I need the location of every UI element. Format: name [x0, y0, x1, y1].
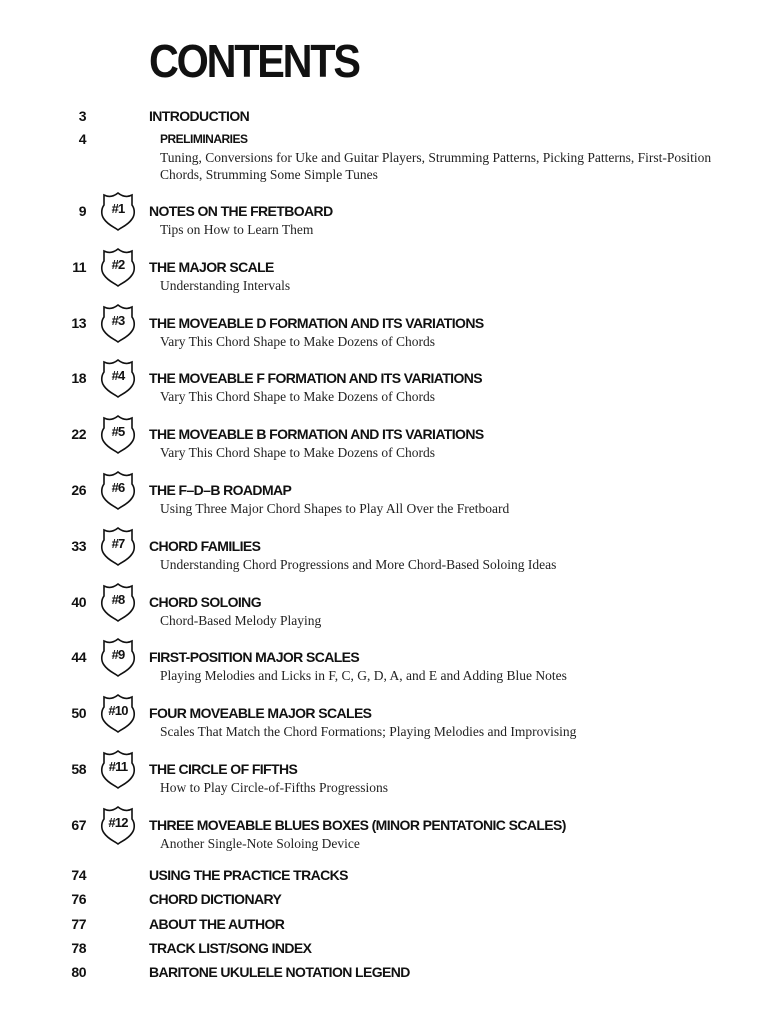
roadmap-shield-icon	[100, 303, 136, 343]
entry-page-number: 33	[71, 538, 86, 554]
entry-heading-introduction: INTRODUCTION	[149, 108, 250, 124]
entry-heading: FIRST-POSITION MAJOR SCALES	[149, 649, 360, 665]
entry-page-number: 58	[71, 761, 86, 777]
roadmap-badge-label: #1	[111, 201, 125, 216]
entry-heading: THE MOVEABLE D FORMATION AND ITS VARIATIONS	[149, 315, 484, 331]
entry-page-number: 13	[71, 315, 86, 331]
roadmap-badge-label: #2	[111, 257, 125, 272]
roadmap-shield-icon	[100, 582, 136, 622]
entry-page-number: 26	[71, 482, 86, 498]
entry-description: Another Single-Note Soloing Device	[160, 836, 360, 851]
roadmap-shield-icon	[100, 637, 136, 677]
entry-heading: THE MOVEABLE B FORMATION AND ITS VARIATIONS	[149, 426, 484, 442]
entry-heading: THREE MOVEABLE BLUES BOXES (MINOR PENTATONIC SCALES)	[149, 817, 566, 833]
roadmap-badge-label: #7	[111, 536, 125, 551]
entry-page-number: 40	[71, 594, 86, 610]
roadmap-shield-icon	[100, 749, 136, 789]
entry-heading: TRACK LIST/SONG INDEX	[149, 940, 312, 956]
roadmap-badge-label: #11	[108, 759, 128, 774]
entry-heading: THE MOVEABLE F FORMATION AND ITS VARIATIONS	[149, 370, 483, 386]
roadmap-shield-icon	[100, 805, 136, 845]
roadmap-shield-icon	[100, 247, 136, 287]
entry-heading: CHORD FAMILIES	[149, 538, 261, 554]
entry-page-number: 44	[71, 649, 86, 665]
entry-heading: ABOUT THE AUTHOR	[149, 916, 285, 932]
roadmap-badge-label: #8	[111, 592, 125, 607]
entry-description: Understanding Chord Progressions and More Chord-Based Soloing Ideas	[160, 557, 557, 572]
entry-description: Tips on How to Learn Them	[160, 222, 314, 237]
entry-description: Vary This Chord Shape to Make Dozens of Chords	[160, 334, 435, 349]
roadmap-badge-label: #12	[108, 815, 128, 830]
entry-heading: THE F–D–B ROADMAP	[149, 482, 292, 498]
entry-page-number: 11	[72, 259, 86, 275]
entry-page-number: 74	[71, 867, 86, 883]
entry-description: Understanding Intervals	[160, 278, 291, 293]
page-title: CONTENTS	[149, 35, 359, 87]
entry-description: Vary This Chord Shape to Make Dozens of Chords	[160, 389, 435, 404]
roadmap-shield-icon	[100, 414, 136, 454]
roadmap-shield-icon	[100, 191, 136, 231]
entry-page-number: 77	[71, 916, 86, 932]
roadmap-shield-icon	[100, 358, 136, 398]
roadmap-badge-label: #5	[111, 424, 125, 439]
roadmap-shield-icon	[100, 693, 136, 733]
roadmap-badge-label: #3	[111, 313, 125, 328]
entry-page-number: 22	[71, 426, 86, 442]
entry-page-number: 3	[78, 108, 86, 124]
entry-page-number: 67	[71, 817, 86, 833]
entry-description: Playing Melodies and Licks in F, C, G, D, A, and E and Adding Blue Notes	[160, 668, 567, 683]
entry-heading: NOTES ON THE FRETBOARD	[149, 203, 333, 219]
entry-heading: USING THE PRACTICE TRACKS	[149, 867, 348, 883]
entry-heading: THE MAJOR SCALE	[149, 259, 274, 275]
roadmap-shield-icon	[100, 470, 136, 510]
roadmap-badge-label: #6	[111, 480, 125, 495]
entry-heading-preliminaries: PRELIMINARIES	[160, 132, 248, 146]
roadmap-badge-label: #9	[111, 647, 125, 662]
roadmap-shield-icon	[100, 526, 136, 566]
entry-page-number: 9	[78, 203, 86, 219]
entry-page-number: 50	[71, 705, 86, 721]
entry-heading: CHORD DICTIONARY	[149, 891, 282, 907]
entry-heading: BARITONE UKULELE NOTATION LEGEND	[149, 964, 410, 980]
entry-page-number: 18	[71, 370, 86, 386]
entry-heading: THE CIRCLE OF FIFTHS	[149, 761, 298, 777]
entry-description-preliminaries: Tuning, Conversions for Uke and Guitar Players, Strumming Patterns, Picking Patterns, First-Position Chords, Strumming Some Simple Tunes	[160, 150, 712, 182]
entry-page-number: 80	[71, 964, 86, 980]
entry-heading: FOUR MOVEABLE MAJOR SCALES	[149, 705, 372, 721]
entry-description: Chord-Based Melody Playing	[160, 613, 322, 628]
entry-description: Vary This Chord Shape to Make Dozens of Chords	[160, 445, 435, 460]
entry-description: Scales That Match the Chord Formations; Playing Melodies and Improvising	[160, 724, 577, 739]
entry-page-number: 4	[78, 131, 86, 147]
roadmap-badge-label: #4	[111, 368, 125, 383]
entry-description: How to Play Circle-of-Fifths Progressions	[160, 780, 388, 795]
entry-heading: CHORD SOLOING	[149, 594, 261, 610]
entry-description: Using Three Major Chord Shapes to Play All Over the Fretboard	[160, 501, 510, 516]
entry-page-number: 78	[71, 940, 86, 956]
entry-page-number: 76	[71, 891, 86, 907]
roadmap-badge-label: #10	[108, 703, 128, 718]
